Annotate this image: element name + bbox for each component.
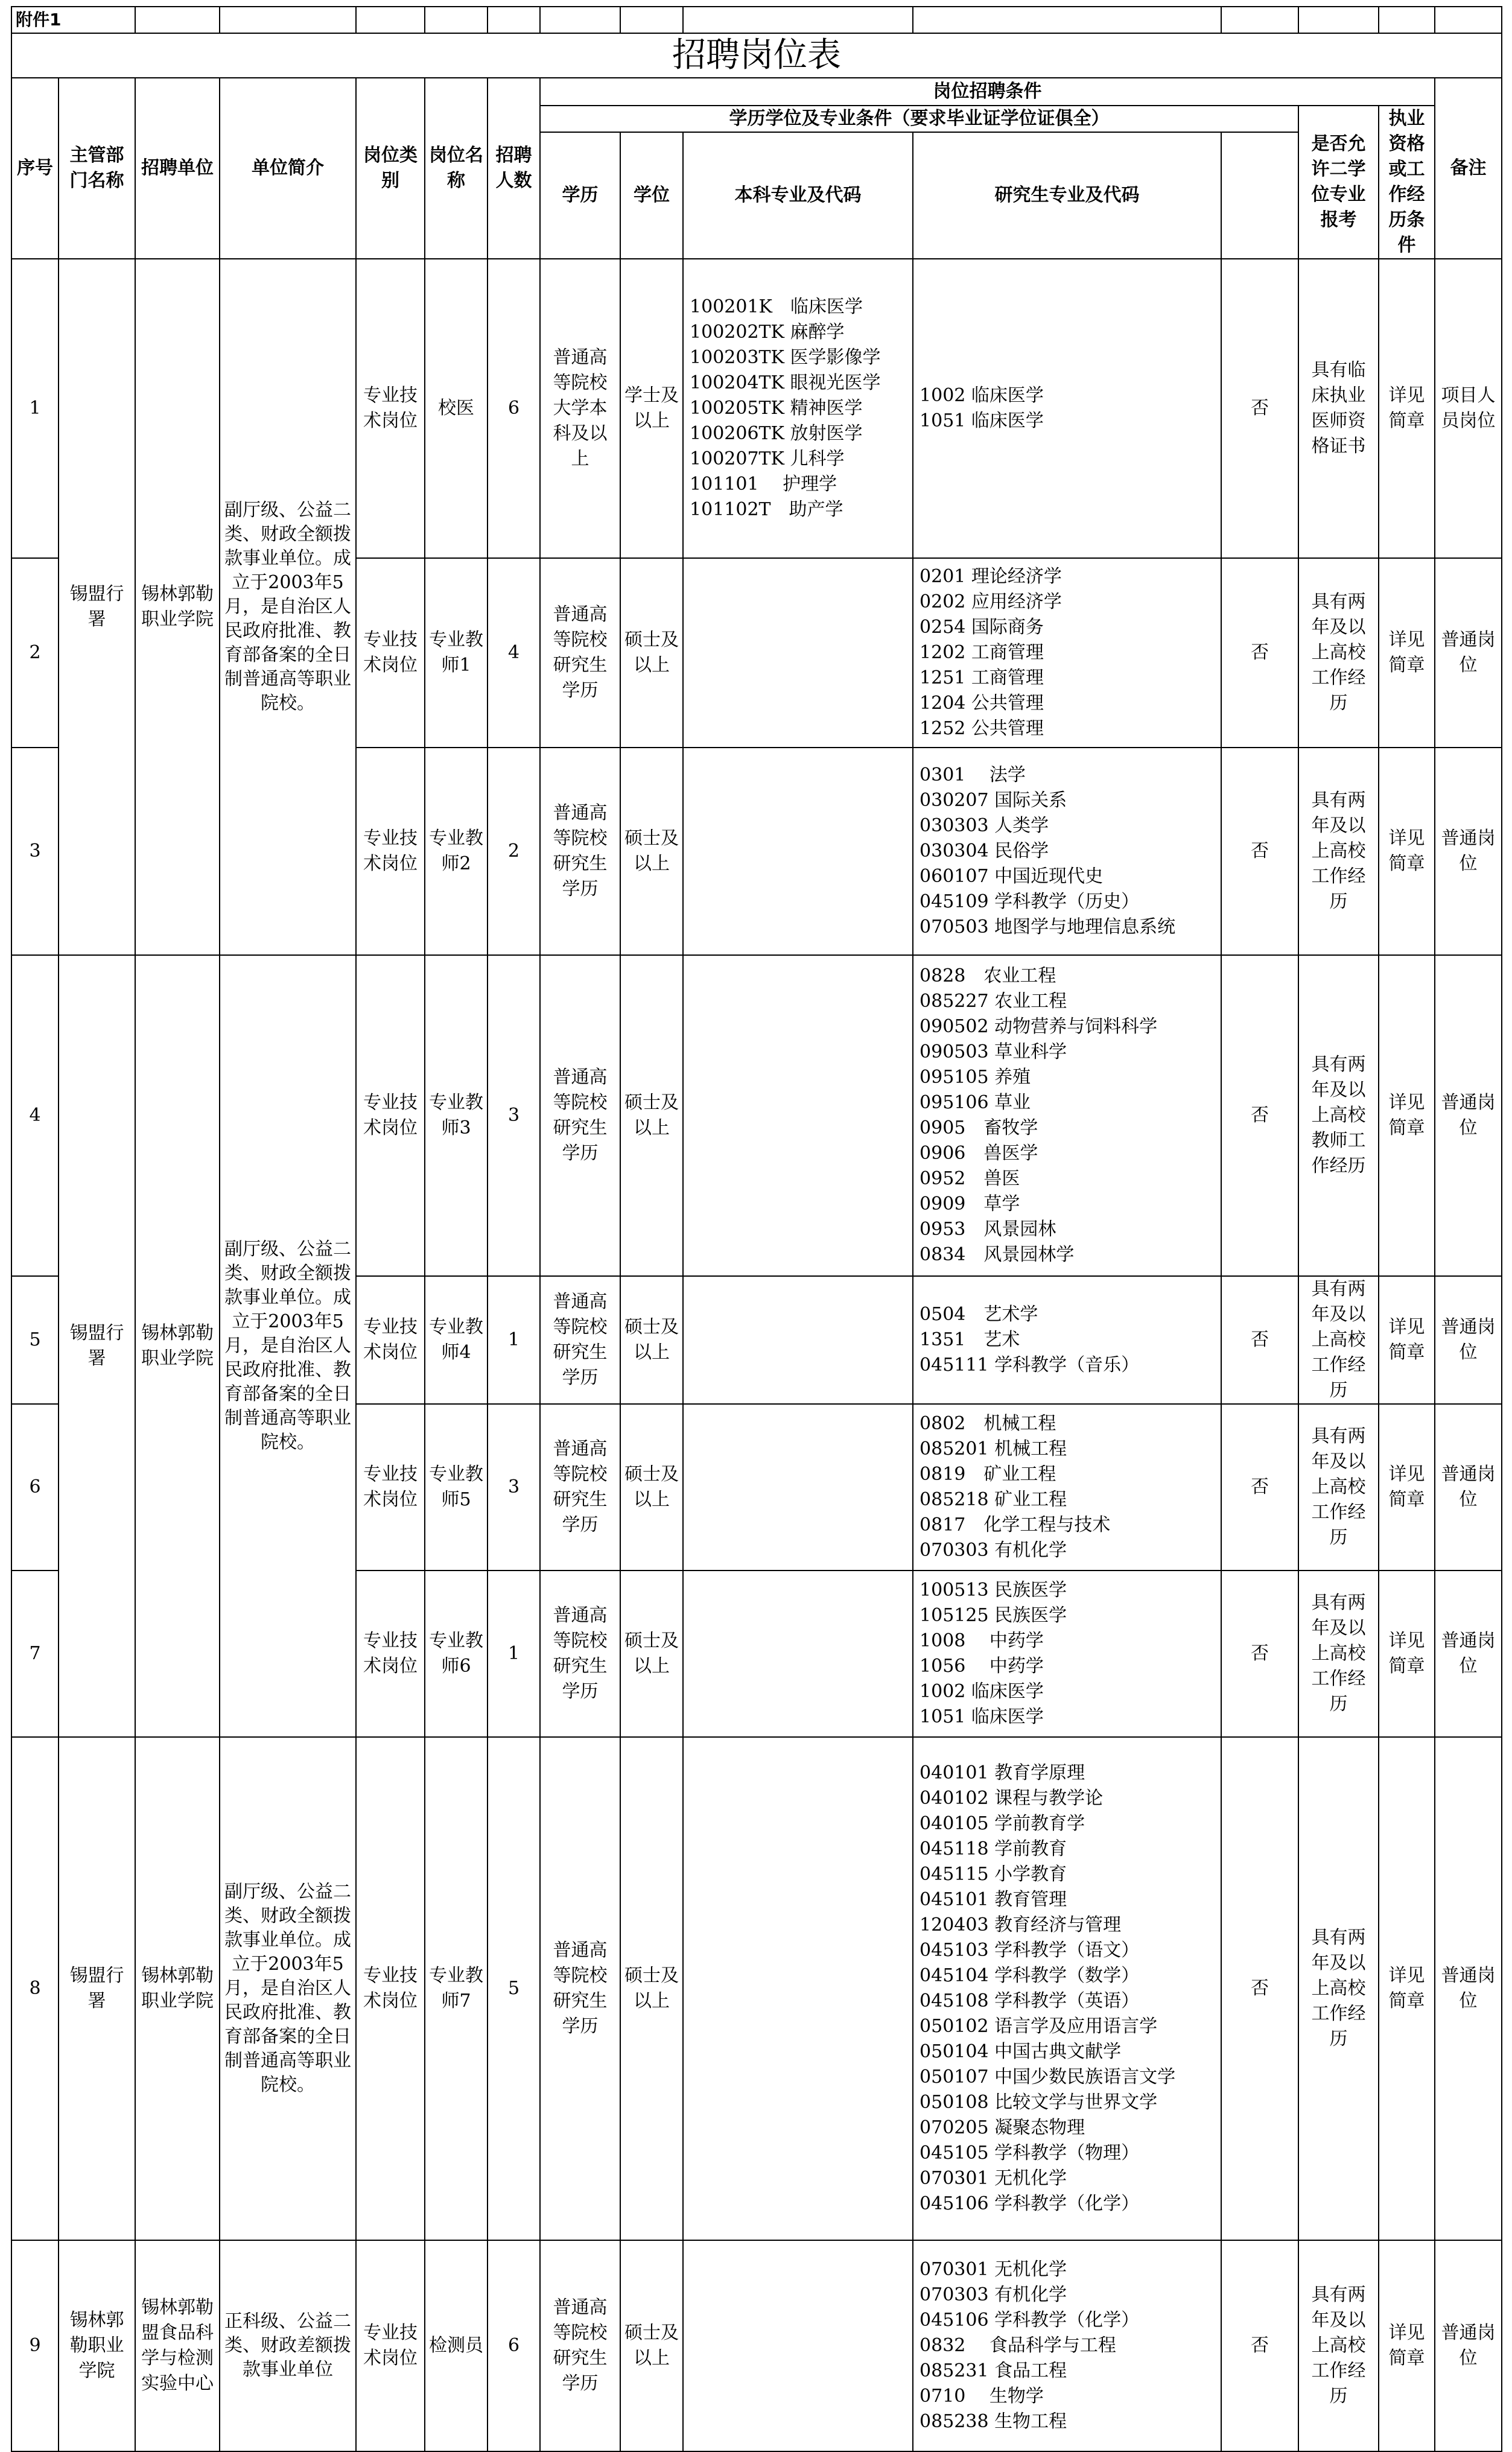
major-item: 1202 工商管理 xyxy=(920,642,1044,663)
unit-cell: 锡林郭勒职业学院 xyxy=(135,1737,220,2240)
major-item: 090502 动物营养与饲料科学 xyxy=(920,1016,1158,1037)
major-item: 040105 学前教育学 xyxy=(920,1813,1085,1834)
category-cell: 专业技术岗位 xyxy=(356,558,425,748)
note-cell: 普通岗位 xyxy=(1435,558,1502,748)
header-unit: 招聘单位 xyxy=(135,78,220,259)
education-cell: 普通高等院校研究生学历 xyxy=(540,955,620,1276)
major-item: 085227 农业工程 xyxy=(920,991,1067,1012)
second-degree-cell: 否 xyxy=(1221,2240,1298,2451)
header-position: 岗位名称 xyxy=(425,78,488,259)
major-item: 045105 学科教学（物理） xyxy=(920,2142,1140,2164)
major-item: 085238 生物工程 xyxy=(920,2411,1067,2432)
major-item: 045106 学科教学（化学） xyxy=(920,2310,1140,2331)
major-item: 0834 风景园林学 xyxy=(920,1244,1075,1265)
major-item: 0254 国际商务 xyxy=(920,617,1044,638)
major-item: 060107 中国近现代史 xyxy=(920,866,1104,887)
major-item: 0819 矿业工程 xyxy=(920,1464,1056,1485)
major-item: 1002 临床医学 xyxy=(920,385,1044,406)
major-item: 100201K 临床医学 xyxy=(690,296,863,317)
row-index: 8 xyxy=(11,1737,59,2240)
category-cell: 专业技术岗位 xyxy=(356,259,425,558)
header-conditions: 岗位招聘条件 xyxy=(540,78,1435,106)
major-item: 1056 中药学 xyxy=(920,1656,1044,1677)
table-row xyxy=(11,2240,1502,2451)
row-index: 2 xyxy=(11,558,59,748)
header-edu-group: 学历学位及专业条件（要求毕业证学位证俱全） xyxy=(540,106,1298,132)
graduate-list xyxy=(913,1571,1221,1737)
second-degree-cell: 否 xyxy=(1221,1404,1298,1571)
category-cell: 专业技术岗位 xyxy=(356,1737,425,2240)
major-item: 0504 艺术学 xyxy=(920,1304,1038,1325)
experience-cell: 具有两年及以上高校工作经历 xyxy=(1298,1276,1379,1404)
major-item: 070301 无机化学 xyxy=(920,2259,1067,2280)
recruitment-table xyxy=(11,6,1502,2452)
note-cell: 普通岗位 xyxy=(1435,748,1502,955)
major-item: 101102T 助产学 xyxy=(690,499,843,520)
attachment-label: 附件1 xyxy=(11,7,135,33)
major-item: 090503 草业科学 xyxy=(920,1041,1067,1062)
category-cell: 专业技术岗位 xyxy=(356,1404,425,1571)
header-count: 招聘人数 xyxy=(488,78,540,259)
major-item: 100206TK 放射医学 xyxy=(690,423,863,444)
major-item: 100203TK 医学影像学 xyxy=(690,347,881,368)
page-title: 招聘岗位表 xyxy=(11,33,1502,78)
second-degree-cell: 否 xyxy=(1221,1571,1298,1737)
major-item: 030303 人类学 xyxy=(920,815,1049,836)
bachelor-list xyxy=(683,748,913,955)
major-item: 105125 民族医学 xyxy=(920,1605,1067,1626)
other-cell: 详见简章 xyxy=(1379,955,1435,1276)
education-cell: 普通高等院校研究生学历 xyxy=(540,2240,620,2451)
row-index: 9 xyxy=(11,2240,59,2451)
major-item: 0952 兽医 xyxy=(920,1168,1020,1189)
row-index: 4 xyxy=(11,955,59,1276)
count-cell: 6 xyxy=(488,2240,540,2451)
header-graduate: 研究生专业及代码 xyxy=(913,132,1221,259)
major-item: 1252 公共管理 xyxy=(920,718,1044,739)
degree-cell: 硕士及以上 xyxy=(620,2240,683,2451)
note-cell: 普通岗位 xyxy=(1435,1276,1502,1404)
other-cell: 详见简章 xyxy=(1379,748,1435,955)
experience-cell: 具有两年及以上高校教师工作经历 xyxy=(1298,955,1379,1276)
dept-cell: 锡林郭勒职业学院 xyxy=(59,2240,135,2451)
count-cell: 4 xyxy=(488,558,540,748)
degree-cell: 硕士及以上 xyxy=(620,1737,683,2240)
bachelor-list xyxy=(683,1737,913,2240)
table-row xyxy=(11,955,1502,1276)
major-item: 045108 学科教学（英语） xyxy=(920,1990,1140,2012)
experience-cell: 具有两年及以上高校工作经历 xyxy=(1298,1737,1379,2240)
category-cell: 专业技术岗位 xyxy=(356,748,425,955)
position-cell: 专业教师4 xyxy=(425,1276,488,1404)
graduate-list xyxy=(913,558,1221,748)
major-item: 1008 中药学 xyxy=(920,1630,1044,1651)
category-cell: 专业技术岗位 xyxy=(356,1571,425,1737)
second-degree-cell: 否 xyxy=(1221,259,1298,558)
major-item: 0802 机械工程 xyxy=(920,1413,1056,1434)
bachelor-list xyxy=(683,1571,913,1737)
major-item: 1351 艺术 xyxy=(920,1329,1020,1350)
position-cell: 专业教师6 xyxy=(425,1571,488,1737)
header-education: 学历 xyxy=(540,132,620,259)
second-degree-cell: 否 xyxy=(1221,955,1298,1276)
intro-cell: 正科级、公益二类、财政差额拨款事业单位 xyxy=(220,2240,356,2451)
major-item: 095106 草业 xyxy=(920,1092,1031,1113)
other-cell: 详见简章 xyxy=(1379,1571,1435,1737)
major-item: 0832 食品科学与工程 xyxy=(920,2335,1116,2356)
table-row xyxy=(11,1737,1502,2240)
intro-cell: 副厅级、公益二类、财政全额拨款事业单位。成立于2003年5月，是自治区人民政府批准、教育部备案的全日制普通高等职业院校。 xyxy=(220,1737,356,2240)
major-item: 030207 国际关系 xyxy=(920,790,1067,811)
major-item: 100202TK 麻醉学 xyxy=(690,322,845,343)
header-degree: 学位 xyxy=(620,132,683,259)
major-item: 1051 临床医学 xyxy=(920,1706,1044,1727)
other-cell: 详见简章 xyxy=(1379,1276,1435,1404)
header-note: 备注 xyxy=(1435,78,1502,259)
major-item: 040101 教育学原理 xyxy=(920,1762,1085,1783)
major-item: 045118 学前教育 xyxy=(920,1838,1067,1860)
major-item: 0817 化学工程与技术 xyxy=(920,1514,1111,1536)
count-cell: 2 xyxy=(488,748,540,955)
major-item: 1251 工商管理 xyxy=(920,667,1044,688)
major-item: 045103 学科教学（语文） xyxy=(920,1940,1140,1961)
experience-cell: 具有两年及以上高校工作经历 xyxy=(1298,2240,1379,2451)
note-cell: 普通岗位 xyxy=(1435,2240,1502,2451)
table-row xyxy=(11,259,1502,558)
degree-cell: 硕士及以上 xyxy=(620,748,683,955)
major-item: 085218 矿业工程 xyxy=(920,1489,1067,1510)
header-index: 序号 xyxy=(11,78,59,259)
unit-cell: 锡林郭勒职业学院 xyxy=(135,955,220,1737)
graduate-list xyxy=(913,259,1221,558)
major-item: 0906 兽医学 xyxy=(920,1143,1038,1164)
bachelor-list xyxy=(683,1276,913,1404)
education-cell: 普通高等院校研究生学历 xyxy=(540,1404,620,1571)
major-item: 050102 语言学及应用语言学 xyxy=(920,2016,1158,2037)
row-index: 1 xyxy=(11,259,59,558)
education-cell: 普通高等院校研究生学历 xyxy=(540,1737,620,2240)
count-cell: 6 xyxy=(488,259,540,558)
other-cell: 详见简章 xyxy=(1379,259,1435,558)
major-item: 0202 应用经济学 xyxy=(920,591,1062,612)
dept-cell: 锡盟行署 xyxy=(59,955,135,1737)
second-degree-cell: 否 xyxy=(1221,558,1298,748)
category-cell: 专业技术岗位 xyxy=(356,955,425,1276)
degree-cell: 硕士及以上 xyxy=(620,558,683,748)
major-item: 070303 有机化学 xyxy=(920,1540,1067,1561)
major-item: 100205TK 精神医学 xyxy=(690,398,863,419)
bachelor-list xyxy=(683,1404,913,1571)
second-degree-cell: 否 xyxy=(1221,1737,1298,2240)
education-cell: 普通高等院校研究生学历 xyxy=(540,748,620,955)
experience-cell: 具有两年及以上高校工作经历 xyxy=(1298,1571,1379,1737)
position-cell: 专业教师1 xyxy=(425,558,488,748)
note-cell: 普通岗位 xyxy=(1435,1571,1502,1737)
note-cell: 项目人员岗位 xyxy=(1435,259,1502,558)
position-cell: 校医 xyxy=(425,259,488,558)
major-item: 100513 民族医学 xyxy=(920,1580,1067,1601)
degree-cell: 硕士及以上 xyxy=(620,1276,683,1404)
major-item: 101101 护理学 xyxy=(690,474,837,495)
count-cell: 1 xyxy=(488,1276,540,1404)
major-item: 045109 学科教学（历史） xyxy=(920,891,1140,912)
major-item: 0710 生物学 xyxy=(920,2386,1044,2407)
bachelor-list xyxy=(683,2240,913,2451)
major-item: 120403 教育经济与管理 xyxy=(920,1914,1122,1936)
count-cell: 3 xyxy=(488,1404,540,1571)
experience-cell: 具有两年及以上高校工作经历 xyxy=(1298,1404,1379,1571)
degree-cell: 硕士及以上 xyxy=(620,955,683,1276)
education-cell: 普通高等院校研究生学历 xyxy=(540,1571,620,1737)
dept-cell: 锡盟行署 xyxy=(59,259,135,955)
second-degree-cell: 否 xyxy=(1221,1276,1298,1404)
position-cell: 专业教师7 xyxy=(425,1737,488,2240)
second-degree-cell: 否 xyxy=(1221,748,1298,955)
major-item: 0201 理论经济学 xyxy=(920,566,1062,587)
header-category: 岗位类别 xyxy=(356,78,425,259)
major-item: 0909 草学 xyxy=(920,1193,1020,1215)
other-cell: 详见简章 xyxy=(1379,558,1435,748)
header-experience: 执业资格或工作经历条件 xyxy=(1379,106,1435,259)
major-item: 0953 风景园林 xyxy=(920,1219,1056,1240)
graduate-list xyxy=(913,1276,1221,1404)
row-index: 3 xyxy=(11,748,59,955)
position-cell: 专业教师2 xyxy=(425,748,488,955)
row-index: 6 xyxy=(11,1404,59,1571)
intro-cell: 副厅级、公益二类、财政全额拨款事业单位。成立于2003年5月，是自治区人民政府批准、教育部备案的全日制普通高等职业院校。 xyxy=(220,955,356,1737)
graduate-list xyxy=(913,1737,1221,2240)
major-item: 045115 小学教育 xyxy=(920,1864,1067,1885)
bachelor-list xyxy=(683,259,913,558)
other-cell: 详见简章 xyxy=(1379,2240,1435,2451)
major-item: 045111 学科教学（音乐） xyxy=(920,1355,1140,1376)
other-cell: 详见简章 xyxy=(1379,1404,1435,1571)
row-index: 7 xyxy=(11,1571,59,1737)
category-cell: 专业技术岗位 xyxy=(356,2240,425,2451)
header-bachelor: 本科专业及代码 xyxy=(683,132,913,259)
education-cell: 普通高等院校研究生学历 xyxy=(540,1276,620,1404)
major-item: 070205 凝聚态物理 xyxy=(920,2117,1085,2138)
header-second-degree: 是否允许二学位专业报考 xyxy=(1298,106,1379,259)
major-item: 0828 农业工程 xyxy=(920,965,1056,986)
unit-cell: 锡林郭勒盟食品科学与检测实验中心 xyxy=(135,2240,220,2451)
experience-cell: 具有两年及以上高校工作经历 xyxy=(1298,558,1379,748)
category-cell: 专业技术岗位 xyxy=(356,1276,425,1404)
major-item: 050104 中国古典文献学 xyxy=(920,2041,1122,2062)
major-item: 1002 临床医学 xyxy=(920,1681,1044,1702)
row-index: 5 xyxy=(11,1276,59,1404)
position-cell: 专业教师5 xyxy=(425,1404,488,1571)
major-item: 045101 教育管理 xyxy=(920,1889,1067,1910)
major-item: 050108 比较文学与世界文学 xyxy=(920,2092,1158,2113)
note-cell: 普通岗位 xyxy=(1435,1404,1502,1571)
major-item: 085201 机械工程 xyxy=(920,1438,1067,1459)
degree-cell: 硕士及以上 xyxy=(620,1404,683,1571)
major-item: 040102 课程与教学论 xyxy=(920,1788,1104,1809)
other-cell: 详见简章 xyxy=(1379,1737,1435,2240)
position-cell: 专业教师3 xyxy=(425,955,488,1276)
degree-cell: 硕士及以上 xyxy=(620,1571,683,1737)
graduate-list xyxy=(913,955,1221,1276)
bachelor-list xyxy=(683,558,913,748)
graduate-list xyxy=(913,748,1221,955)
major-item: 045104 学科教学（数学） xyxy=(920,1965,1140,1986)
dept-cell: 锡盟行署 xyxy=(59,1737,135,2240)
graduate-list xyxy=(913,2240,1221,2451)
header-dept: 主管部门名称 xyxy=(59,78,135,259)
major-item: 045106 学科教学（化学） xyxy=(920,2193,1140,2214)
education-cell: 普通高等院校研究生学历 xyxy=(540,558,620,748)
major-item: 070503 地图学与地理信息系统 xyxy=(920,916,1176,938)
major-item: 1204 公共管理 xyxy=(920,693,1044,714)
unit-cell: 锡林郭勒职业学院 xyxy=(135,259,220,955)
major-item: 070303 有机化学 xyxy=(920,2284,1067,2305)
education-cell: 普通高等院校大学本科及以上 xyxy=(540,259,620,558)
major-item: 100207TK 儿科学 xyxy=(690,448,845,469)
major-item: 1051 临床医学 xyxy=(920,410,1044,431)
count-cell: 3 xyxy=(488,955,540,1276)
major-item: 085231 食品工程 xyxy=(920,2360,1067,2381)
note-cell: 普通岗位 xyxy=(1435,1737,1502,2240)
count-cell: 1 xyxy=(488,1571,540,1737)
experience-cell: 具有两年及以上高校工作经历 xyxy=(1298,748,1379,955)
experience-cell: 具有临床执业医师资格证书 xyxy=(1298,259,1379,558)
intro-cell: 副厅级、公益二类、财政全额拨款事业单位。成立于2003年5月，是自治区人民政府批准、教育部备案的全日制普通高等职业院校。 xyxy=(220,259,356,955)
degree-cell: 学士及以上 xyxy=(620,259,683,558)
bachelor-list xyxy=(683,955,913,1276)
major-item: 030304 民俗学 xyxy=(920,840,1049,862)
position-cell: 检测员 xyxy=(425,2240,488,2451)
major-item: 050107 中国少数民族语言文学 xyxy=(920,2066,1176,2088)
graduate-list xyxy=(913,1404,1221,1571)
major-item: 070301 无机化学 xyxy=(920,2168,1067,2189)
header-intro: 单位简介 xyxy=(220,78,356,259)
major-item: 100204TK 眼视光医学 xyxy=(690,372,881,393)
major-item: 0301 法学 xyxy=(920,764,1026,786)
major-item: 0905 畜牧学 xyxy=(920,1117,1038,1139)
major-item: 095105 养殖 xyxy=(920,1067,1031,1088)
note-cell: 普通岗位 xyxy=(1435,955,1502,1276)
count-cell: 5 xyxy=(488,1737,540,2240)
